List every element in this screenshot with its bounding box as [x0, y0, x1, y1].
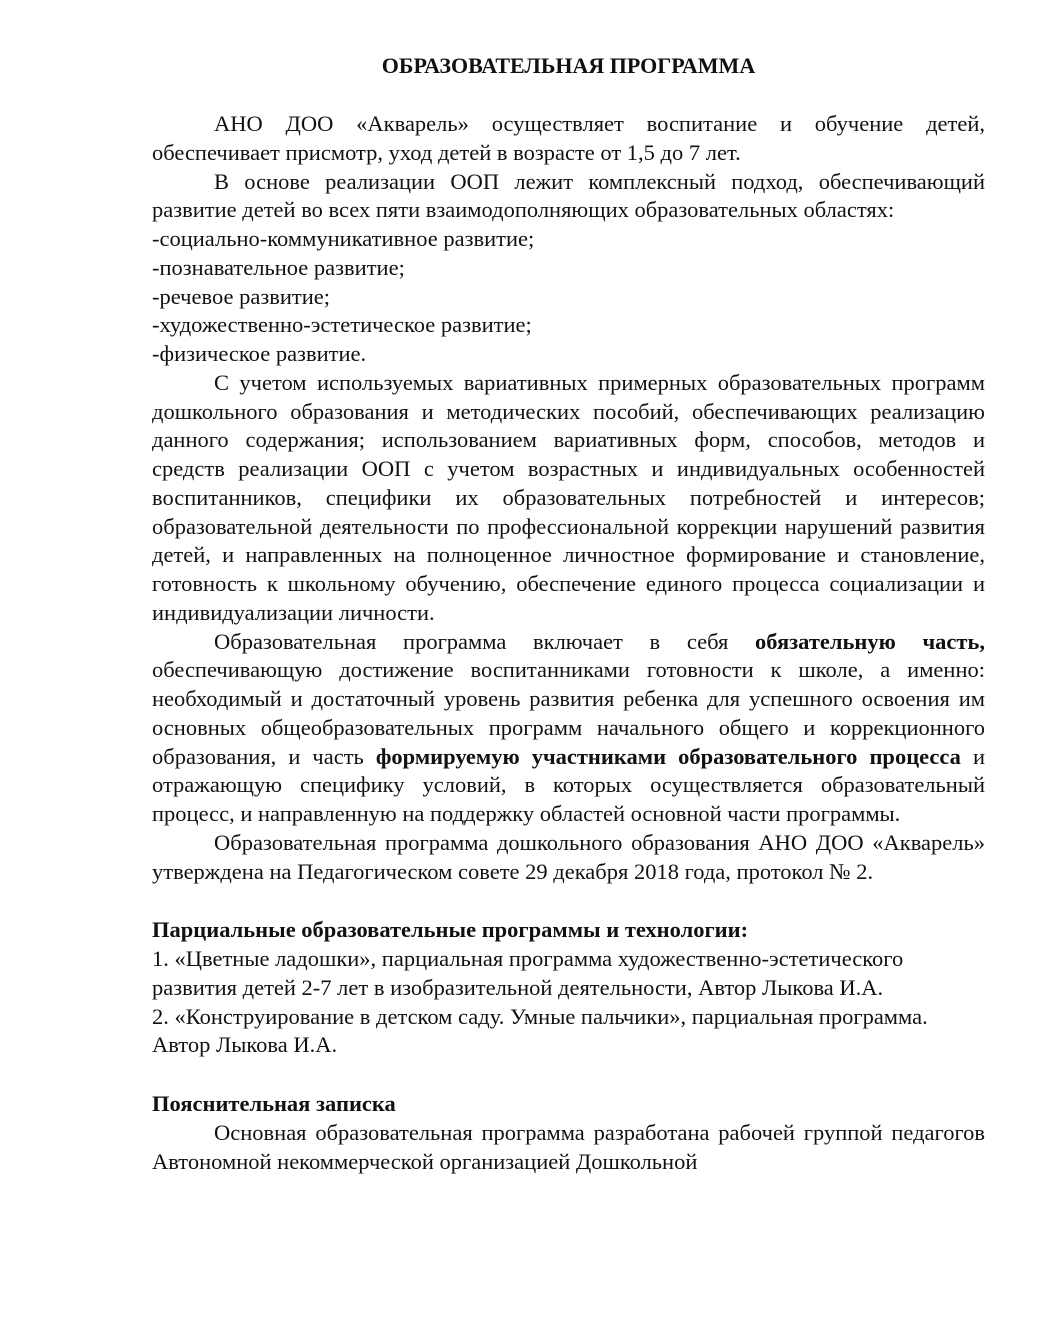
approval-paragraph: Образовательная программа дошкольного образования АНО ДОО «Акварель» утверждена на Педагогическом совете 29 декабря 2018 года, протокол № 2. [152, 829, 985, 884]
partial-programs-heading: Парциальные образовательные программы и технологии: [152, 917, 749, 943]
list-item: -социально-коммуникативное развитие; [152, 226, 535, 251]
spacer [152, 886, 985, 916]
accounting-paragraph: С учетом используемых вариативных примерных образовательных программ дошкольного образования и методических пособий, обеспечивающих реализацию данного содержания; использованием вариативных форм, способов, методов и средств реализации ООП с учетом возрастных и индивидуальных особенностей воспитанников, специфики их образовательных потребностей и интересов; образовательной деятельности по профессиональной коррекции нарушений развития детей, и направленных на полноценное личностное формирование и становление, готовность к школьному обучению, обеспечение единого процесса социализации и индивидуализации личности. [152, 369, 985, 625]
page-title: ОБРАЗОВАТЕЛЬНАЯ ПРОГРАММА [381, 53, 756, 78]
spacer [152, 1060, 985, 1090]
structure-paragraph [152, 628, 985, 829]
list-item: -речевое развитие; [152, 283, 330, 309]
list-item: -познавательное развитие; [152, 254, 405, 280]
intro-paragraph: АНО ДОО «Акварель» осуществляет воспитание и обучение детей, обеспечивает присмотр, уход детей в возрасте от 1,5 до 7 лет. [152, 111, 985, 165]
explanatory-note-paragraph: Основная образовательная программа разработана рабочей группой педагогов Автономной некоммерческой организацией Дошкольной [152, 1119, 985, 1174]
document-page [152, 50, 985, 1176]
list-item: 1. «Цветные ладошки», парциальная программа художественно-эстетического развития детей 2-7 лет в изобразительной деятельности, Автор Лыкова И.А. [152, 946, 904, 1000]
areas-list [152, 225, 985, 369]
mandatory-part-bold: обязательную часть, [755, 628, 985, 654]
list-item: -художественно-эстетическое развитие; [152, 312, 532, 338]
list-item: -физическое развитие. [152, 341, 367, 366]
list-item: 2. «Конструирование в детском саду. Умные пальчики», парциальная программа. Автор Лыкова И.А. [152, 1003, 928, 1058]
structure-text: обеспечивающую достижение воспитанниками готовности к школе, а именно: необходимый и достаточный уровень развития ребенка для успешного освоения им основных общеобразовательных программ начального общего и коррекционного образования, и часть [152, 657, 985, 769]
structure-text: и отражающую специфику условий, в которых осуществляется образовательный процесс, и направленную на поддержку областей основной части программы. [152, 743, 986, 826]
structure-text: Образовательная программа включает в себя [214, 628, 756, 654]
explanatory-note-heading: Пояснительная записка [152, 1091, 396, 1116]
basis-paragraph: В основе реализации ООП лежит комплексный подход, обеспечивающий развитие детей во всех пяти взаимодополняющих образовательных областях: [152, 168, 985, 223]
formed-part-bold: формируемую участниками образовательного процесса [375, 743, 961, 769]
